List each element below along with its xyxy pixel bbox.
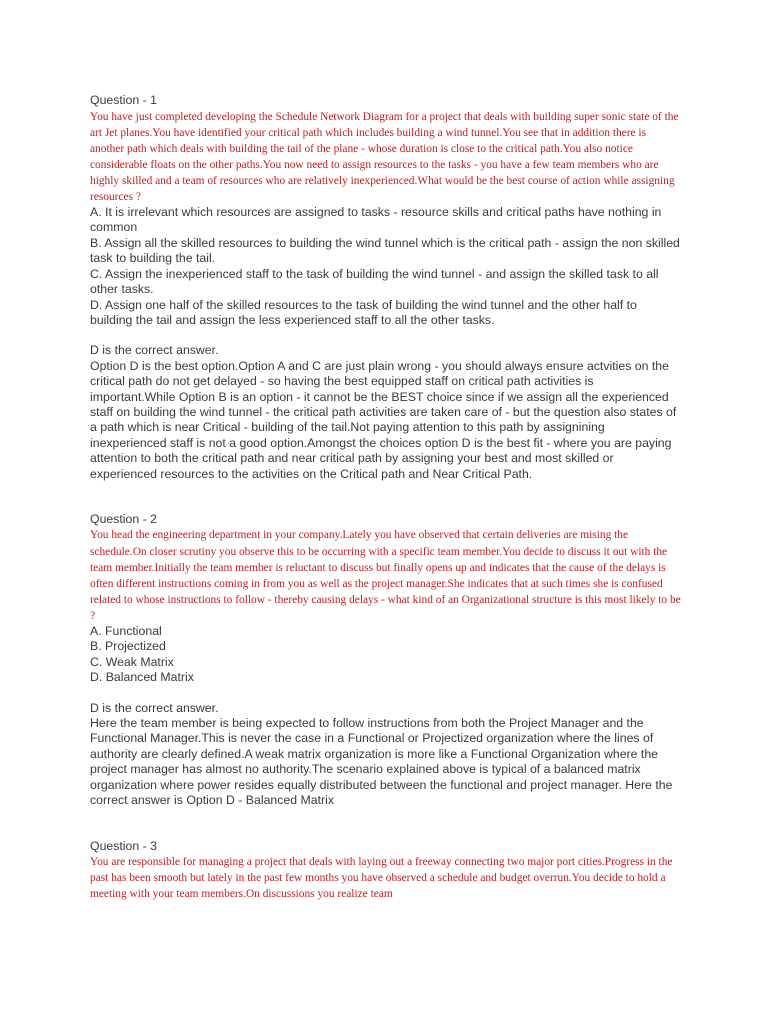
option-c: C. Assign the inexperienced staff to the task of building the wind tunnel - and assign the skilled task to all other tasks. (90, 266, 659, 297)
question-3 (90, 839, 682, 903)
correct-answer: D is the correct answer. (90, 343, 219, 358)
option-c: C. Weak Matrix (90, 654, 174, 669)
question-text: You have just completed developing the Schedule Network Diagram for a project that deals with building super sonic state of the art Jet planes.You have identified your critical path which includes building a wind tunnel.You see that in addition there is another path which deals with building the tail of the plane - whose duration is close to the critical path.You also notice considerable floats on the other paths.You now need to assign resources to the tasks - you have a few team members who are highly skilled and a team of resources who are relatively inexperienced.What would be the best course of action while assigning resources ? (90, 110, 679, 203)
answer-explanation: Option D is the best option.Option A and C are just plain wrong - you should always ensure actvities on the critical path do not get delayed - so having the best equipped staff on critical path activities is important.While Option B is an option - it cannot be the BEST choice since if we assign all the experienced staff on building the wind tunnel - the critical path activities are taken care of - but the question also states of a path which is near Critical - building of the tail.Not paying attention to this path by assignining inexperienced staff is not a good option.Amongst the choices option D is the best fit - where you are paying attention to both the critical path and near critical path by assigning your best and most skilled or experienced resources to the activities on the Critical path and Near Critical Path. (90, 358, 677, 481)
question-2 (90, 512, 682, 809)
correct-answer: D is the correct answer. (90, 700, 219, 715)
option-d: D. Balanced Matrix (90, 670, 194, 685)
question-1 (90, 93, 682, 482)
option-a: A. Functional (90, 624, 162, 639)
question-text: You are responsible for managing a project that deals with laying out a freeway connecting two major port cities.Progress in the past has been smooth but lately in the past few months you have observed a schedule and budget overrun.You decide to hold a meeting with your team members.On discussions you realize team (90, 856, 673, 901)
document-page (90, 93, 682, 902)
answer-explanation: Here the team member is being expected to follow instructions from both the Project Manager and the Functional Manager.This is never the case in a Functional or Projectized organization where the lines of authority are clearly defined.A weak matrix organization is more like a Functional Organization where the project manager has almost no authority.The scenario explained above is typical of a balanced matrix organization where power resides equally distributed between the functional and project manager. Here the correct answer is Option D - Balanced Matrix (90, 716, 673, 808)
option-b: B. Assign all the skilled resources to building the wind tunnel which is the critical path - assign the non skilled task to building the tail. (90, 235, 680, 266)
option-d: D. Assign one half of the skilled resources to the task of building the wind tunnel and the other half to building the tail and assign the less experienced staff to all the other tasks. (90, 297, 637, 327)
option-a: A. It is irrelevant which resources are assigned to tasks - resource skills and critical paths have nothing in common (90, 205, 662, 235)
option-b: B. Projectized (90, 639, 166, 654)
question-text: You head the engineering department in your company.Lately you have observed that certain deliveries are mising the schedule.On closer scrutiny you observe this to be occurring with a specific team member.You decide to discuss it out with the team member.Initially the team member is reluctant to discuss but finally opens up and indicates that the cause of the delays is often different instructions coming in from you as well as the project manager.She indicates that at such times she is confused related to whose instructions to follow - thereby causing delays - what kind of an Organizational structure is this most likely to be ? (90, 529, 681, 622)
question-heading: Question - 2 (90, 511, 157, 526)
question-heading: Question - 3 (90, 838, 157, 853)
question-heading: Question - 1 (90, 93, 157, 107)
